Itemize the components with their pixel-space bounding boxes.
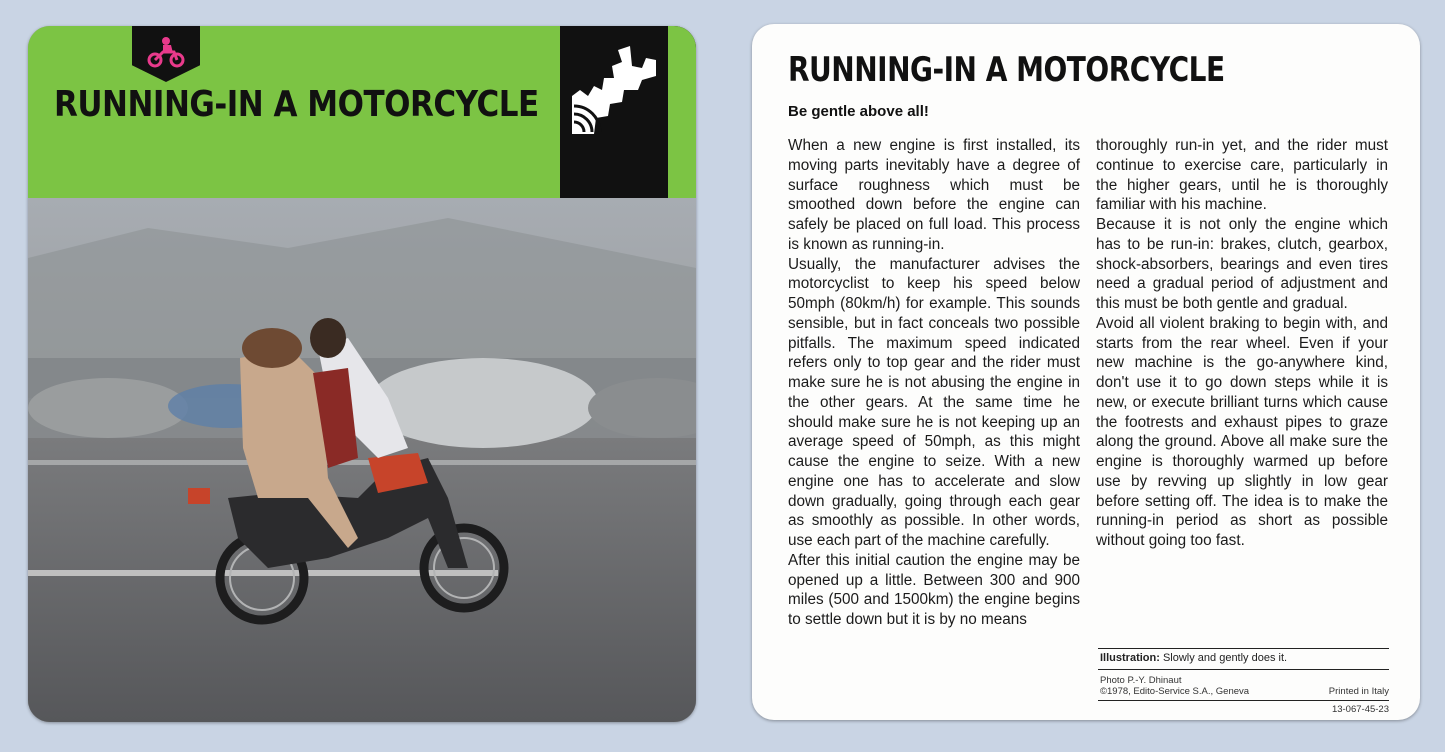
text-column-1	[788, 136, 1080, 630]
paragraph: After this initial caution the engine may be opened up a little. Between 300 and 900 miles (500 and 1500km) the engine begins to settle down but it is by no means	[788, 551, 1080, 628]
paragraph: When a new engine is first installed, its moving parts inevitably have a degree of surface roughness which must be smoothed down before the engine can safely be placed on full load. This process is known as running-in.	[788, 137, 1080, 253]
text-column-2	[1096, 136, 1388, 551]
paragraph: Because it is not only the engine which has to be run-in: brakes, clutch, gearbox, shock-absorbers, bearings and even tires need a gradual period of adjustment and this must be both gentle and gradual.	[1096, 216, 1388, 312]
card-code: 13-067-45-23	[1331, 704, 1389, 715]
divider	[1098, 669, 1389, 670]
front-header	[28, 26, 560, 198]
subtitle: Be gentle above all!	[788, 103, 929, 120]
printed-in: Printed in Italy	[1328, 686, 1389, 697]
category-badge	[132, 26, 200, 82]
illustration-caption	[1100, 652, 1287, 664]
front-title: RUNNING-IN A MOTORCYCLE	[54, 84, 539, 126]
paragraph: Usually, the manufacturer advises the motorcyclist to keep his speed below 50mph (80km/h) for example. This sounds sensible, but in fact conceals two possible pitfalls. The maximum speed indicated refers only to top gear and the rider must make sure he is not abusing the engine in the other gears. At the same time he should make sure he is not keeping up an average speed of 50mph, as this might cause the engine to seize. With a new engine one has to accelerate and slow down gradually, going through each gear as smoothly as possible. In other words, use each part of the machine carefully.	[788, 255, 1080, 549]
illustration-text: Slowly and gently does it.	[1162, 652, 1288, 664]
emblem-edge	[668, 26, 696, 198]
back-card	[752, 24, 1420, 720]
divider	[1098, 700, 1389, 701]
divider	[1098, 648, 1389, 649]
illustration-label: Illustration:	[1100, 652, 1160, 664]
motorcycle-icon	[146, 36, 186, 70]
motorcycle-photo	[28, 198, 696, 722]
copyright: ©1978, Edito-Service S.A., Geneva	[1100, 686, 1250, 697]
paragraph: Avoid all violent braking to begin with, and starts from the rear wheel. Even if your new machine is the go-anywhere kind, don't use it to go down steps while it is new, or execute brilliant turns which cause the footrests and exhaust pipes to graze along the ground. Above all make sure the engine is thoroughly warmed up before use by revving up slightly in low gear before setting off. The idea is to make the running-in period as short as possible without going too fast.	[1096, 314, 1388, 549]
gears-icon	[572, 46, 656, 134]
back-title: RUNNING-IN A MOTORCYCLE	[788, 50, 1225, 90]
photo-credit: Photo P.-Y. Dhinaut	[1100, 675, 1182, 686]
front-card	[28, 26, 696, 722]
paragraph: thoroughly run-in yet, and the rider must continue to exercise care, particularly in the higher gears, until he is thoroughly familiar with his machine.	[1096, 137, 1388, 214]
